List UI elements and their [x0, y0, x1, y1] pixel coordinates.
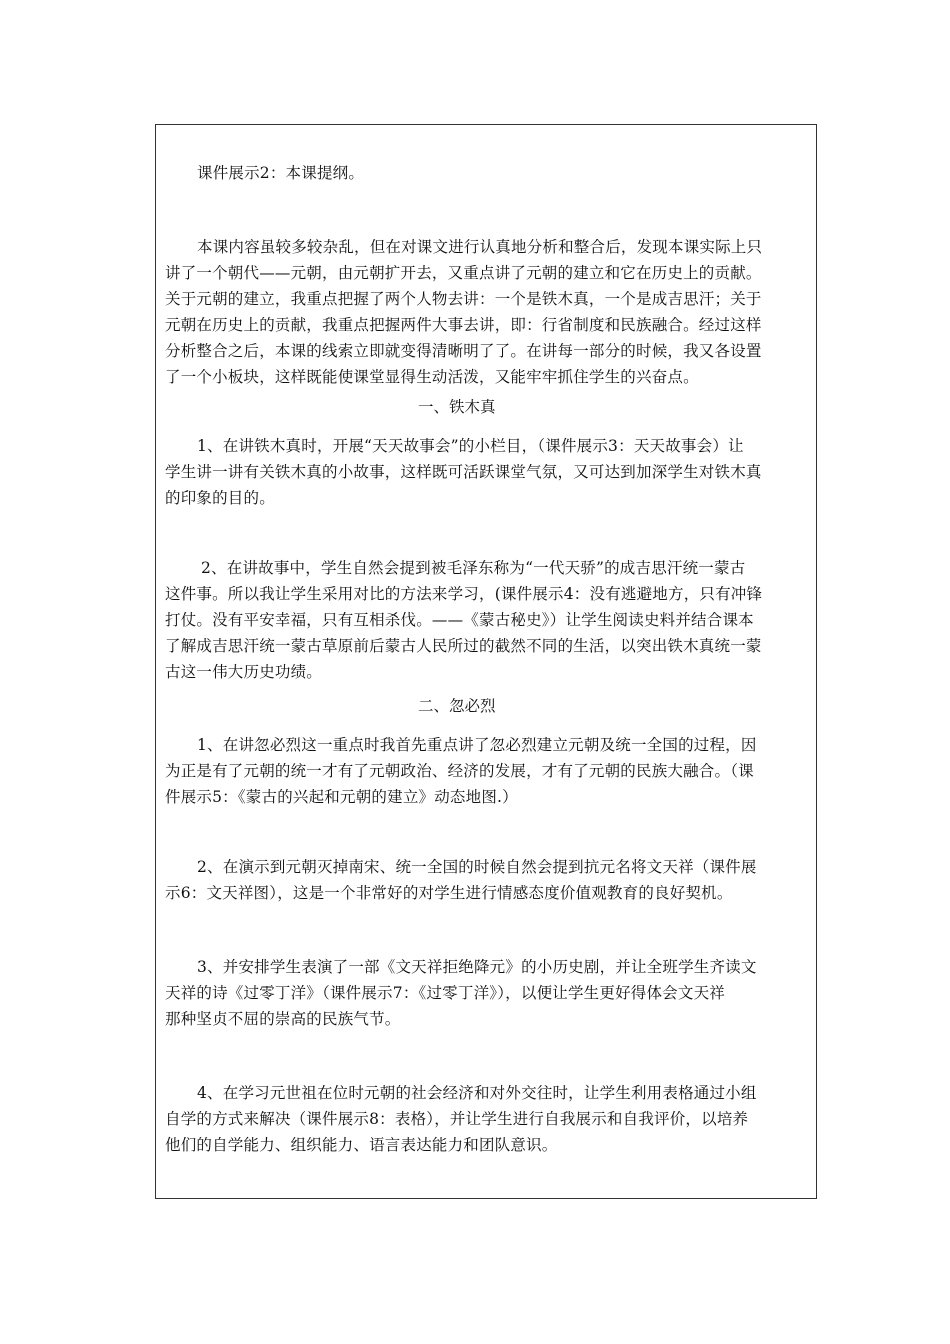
paragraph-kublai-2 [165, 854, 809, 906]
text-line: 2、在讲故事中，学生自然会提到被毛泽东称为“一代天骄”的成吉思汗统一蒙古 [201, 559, 746, 577]
text-line: 古这一伟大历史功绩。 [165, 663, 323, 681]
text-line: 4、在学习元世祖在位时元朝的社会经济和对外交往时，让学生利用表格通过小组 [197, 1084, 757, 1102]
text-line: 了一个小板块，这样既能使课堂显得生动活泼，又能牢牢抓住学生的兴奋点。 [165, 368, 699, 386]
text-line: 自学的方式来解决（课件展示8：表格），并让学生进行自我展示和自我评价，以培养 [165, 1110, 749, 1128]
text-line: 那种坚贞不屈的崇高的民族气节。 [165, 1010, 401, 1028]
text-line: 为正是有了元朝的统一才有了元朝政治、经济的发展，才有了元朝的民族大融合。（课 [165, 762, 754, 780]
text-line: 本课内容虽较多较杂乱，但在对课文进行认真地分析和整合后，发现本课实际上只 [197, 238, 763, 256]
text-line: 1、在讲铁木真时，开展“天天故事会”的小栏目，（课件展示3：天天故事会）让 [197, 437, 744, 455]
text-line: 讲了一个朝代——元朝，由元朝扩开去，又重点讲了元朝的建立和它在历史上的贡献。 [165, 264, 762, 282]
paragraph-kublai-1 [165, 732, 809, 810]
section-heading-kublai: 二、忽必烈 [418, 697, 496, 715]
text-line: 了解成吉思汗统一蒙古草原前后蒙古人民所过的截然不同的生活，以突出铁木真统一蒙 [165, 637, 762, 655]
text-line: 天祥的诗《过零丁洋》（课件展示7：《过零丁洋》），以便让学生更好得体会文天祥 [165, 984, 725, 1002]
text-line: 关于元朝的建立，我重点把握了两个人物去讲：一个是铁木真，一个是成吉思汗；关于 [165, 290, 762, 308]
paragraph-temujin-1 [165, 433, 809, 511]
text-line: 元朝在历史上的贡献，我重点把握两件大事去讲，即：行省制度和民族融合。经过这样 [165, 316, 762, 334]
text-line: 件展示5：《蒙古的兴起和元朝的建立》动态地图.） [165, 788, 518, 806]
text-line: 示6：文天祥图），这是一个非常好的对学生进行情感态度价值观教育的良好契机。 [165, 884, 733, 902]
text-line: 学生讲一讲有关铁木真的小故事，这样既可活跃课堂气氛，又可达到加深学生对铁木真 [165, 463, 762, 481]
text-line: 的印象的目的。 [165, 489, 275, 507]
text-line: 3、并安排学生表演了一部《文天祥拒绝降元》的小历史剧，并让全班学生齐读文 [197, 958, 757, 976]
text-line: 这件事。所以我让学生采用对比的方法来学习，(课件展示4：没有逃避地方，只有冲锋 [165, 585, 763, 603]
text-line: 打仗。没有平安幸福，只有互相杀伐。——《蒙古秘史》）让学生阅读史料并结合课本 [165, 611, 754, 629]
section-heading-temujin: 一、铁木真 [418, 398, 496, 416]
paragraph-kublai-3 [165, 954, 809, 1032]
paragraph-courseware-2 [165, 160, 809, 186]
paragraph-kublai-4 [165, 1080, 809, 1158]
paragraph-temujin-2 [165, 555, 809, 685]
text-line: 1、在讲忽必烈这一重点时我首先重点讲了忽必烈建立元朝及统一全国的过程，因 [197, 736, 757, 754]
text-line: 他们的自学能力、组织能力、语言表达能力和团队意识。 [165, 1136, 558, 1154]
text-line: 分析整合之后，本课的线索立即就变得清晰明了了。在讲每一部分的时候，我又各设置 [165, 342, 762, 360]
paragraph-overview [165, 234, 809, 390]
text-line: 课件展示2：本课提纲。 [197, 164, 365, 182]
text-line: 2、在演示到元朝灭掉南宋、统一全国的时候自然会提到抗元名将文天祥（课件展 [197, 858, 757, 876]
